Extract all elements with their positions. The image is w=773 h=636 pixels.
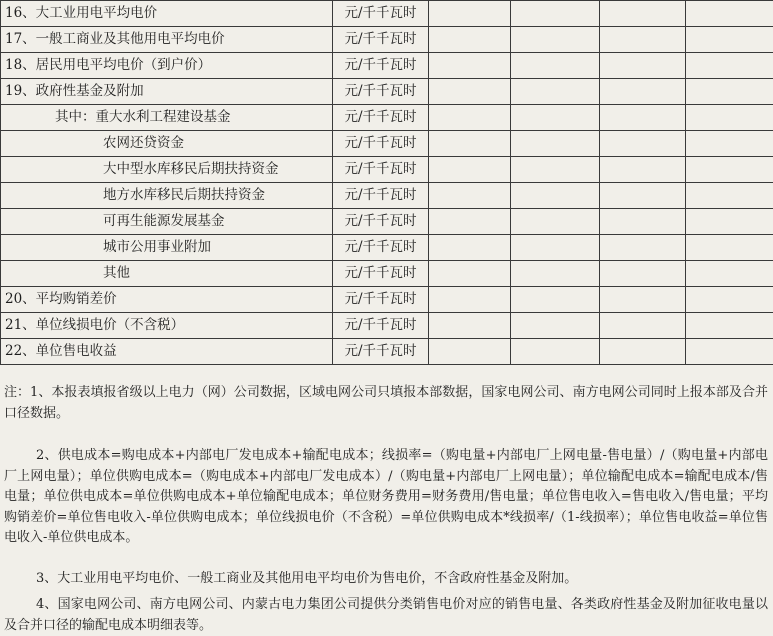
value-cell [686, 79, 773, 105]
row-unit: 元/千千瓦时 [333, 79, 429, 105]
row-item-label: 17、一般工商业及其他用电平均电价 [1, 27, 333, 53]
value-cell [511, 261, 600, 287]
note-1: 注：1、本报表填报省级以上电力（网）公司数据，区域电网公司只填报本部数据，国家电网公司、南方电网公司同时上报本部及合并口径数据。 [4, 383, 768, 424]
value-cell [429, 131, 511, 157]
value-cell [511, 157, 600, 183]
note-4: 4、国家电网公司、南方电网公司、内蒙古电力集团公司提供分类销售电价对应的销售电量、各类政府性基金及附加征收电量以及合并口径的输配电成本明细表等。 [4, 595, 768, 636]
table-body [1, 1, 773, 365]
row-unit: 元/千千瓦时 [333, 27, 429, 53]
row-unit: 元/千千瓦时 [333, 53, 429, 79]
row-item-label: 19、政府性基金及附加 [1, 79, 333, 105]
value-cell [600, 105, 686, 131]
row-unit: 元/千千瓦时 [333, 339, 429, 365]
table-row [1, 183, 773, 209]
row-item-label: 16、大工业用电平均电价 [1, 1, 333, 27]
value-cell [511, 313, 600, 339]
value-cell [686, 157, 773, 183]
row-unit: 元/千千瓦时 [333, 313, 429, 339]
table-row [1, 209, 773, 235]
value-cell [429, 1, 511, 27]
table-row [1, 1, 773, 27]
value-cell [511, 339, 600, 365]
value-cell [511, 209, 600, 235]
row-item-label: 18、居民用电平均电价（到户价） [1, 53, 333, 79]
row-unit: 元/千千瓦时 [333, 105, 429, 131]
value-cell [511, 105, 600, 131]
row-unit: 元/千千瓦时 [333, 157, 429, 183]
row-unit: 元/千千瓦时 [333, 235, 429, 261]
value-cell [429, 313, 511, 339]
row-unit: 元/千千瓦时 [333, 261, 429, 287]
row-item-label: 农网还贷资金 [1, 131, 333, 157]
table-row [1, 79, 773, 105]
row-item-label: 大中型水库移民后期扶持资金 [1, 157, 333, 183]
value-cell [686, 105, 773, 131]
value-cell [600, 261, 686, 287]
value-cell [686, 53, 773, 79]
value-cell [429, 339, 511, 365]
row-unit: 元/千千瓦时 [333, 1, 429, 27]
value-cell [686, 183, 773, 209]
value-cell [600, 131, 686, 157]
value-cell [600, 79, 686, 105]
row-item-label: 22、单位售电收益 [1, 339, 333, 365]
row-item-label: 20、平均购销差价 [1, 287, 333, 313]
value-cell [686, 339, 773, 365]
value-cell [686, 313, 773, 339]
table-row [1, 157, 773, 183]
value-cell [429, 287, 511, 313]
value-cell [600, 27, 686, 53]
table-row [1, 261, 773, 287]
value-cell [686, 1, 773, 27]
value-cell [600, 209, 686, 235]
row-item-label: 其他 [1, 261, 333, 287]
note-2: 2、供电成本=购电成本+内部电厂发电成本+输配电成本；线损率=（购电量+内部电厂上网电量-售电量）/（购电量+内部电厂上网电量）；单位供购电成本=（购电成本+内部电厂发电成本）/（购电量+内部电厂上网电量）；单位输配电成本=输配电成本/售电量；单位供电成本=单位供购电成本+单位输配电成本；单位财务费用=财务费用/售电量；单位售电收入=售电收入/售电量；平均购销差价=单位售电收入-单位供购电成本；单位线损电价（不含税）=单位供购电成本*线损率/（1-线损率）；单位售电收益=单位售电收入-单位供电成本。 [4, 446, 768, 549]
value-cell [429, 235, 511, 261]
value-cell [511, 1, 600, 27]
table-row [1, 131, 773, 157]
table-row [1, 53, 773, 79]
value-cell [511, 131, 600, 157]
value-cell [600, 1, 686, 27]
row-unit: 元/千千瓦时 [333, 183, 429, 209]
value-cell [511, 27, 600, 53]
value-cell [429, 209, 511, 235]
row-item-label: 21、单位线损电价（不含税） [1, 313, 333, 339]
value-cell [600, 235, 686, 261]
table-row [1, 235, 773, 261]
value-cell [511, 183, 600, 209]
value-cell [429, 27, 511, 53]
value-cell [686, 27, 773, 53]
value-cell [686, 261, 773, 287]
table-row [1, 105, 773, 131]
value-cell [600, 287, 686, 313]
value-cell [429, 79, 511, 105]
value-cell [429, 157, 511, 183]
value-cell [429, 105, 511, 131]
note-3: 3、大工业用电平均电价、一般工商业及其他用电平均电价为售电价，不含政府性基金及附加。 [4, 569, 768, 590]
value-cell [600, 183, 686, 209]
value-cell [600, 157, 686, 183]
value-cell [686, 131, 773, 157]
value-cell [686, 209, 773, 235]
value-cell [600, 313, 686, 339]
value-cell [511, 79, 600, 105]
value-cell [600, 53, 686, 79]
row-item-label: 城市公用事业附加 [1, 235, 333, 261]
value-cell [429, 261, 511, 287]
value-cell [686, 235, 773, 261]
value-cell [511, 235, 600, 261]
value-cell [429, 53, 511, 79]
table-row [1, 287, 773, 313]
row-item-label: 地方水库移民后期扶持资金 [1, 183, 333, 209]
row-unit: 元/千千瓦时 [333, 131, 429, 157]
value-cell [429, 183, 511, 209]
value-cell [511, 53, 600, 79]
table-row [1, 313, 773, 339]
value-cell [511, 287, 600, 313]
table-row [1, 339, 773, 365]
row-item-label: 其中：重大水利工程建设基金 [1, 105, 333, 131]
row-unit: 元/千千瓦时 [333, 287, 429, 313]
row-item-label: 可再生能源发展基金 [1, 209, 333, 235]
table-row [1, 27, 773, 53]
value-cell [686, 287, 773, 313]
notes-section [4, 383, 768, 636]
row-unit: 元/千千瓦时 [333, 209, 429, 235]
value-cell [600, 339, 686, 365]
